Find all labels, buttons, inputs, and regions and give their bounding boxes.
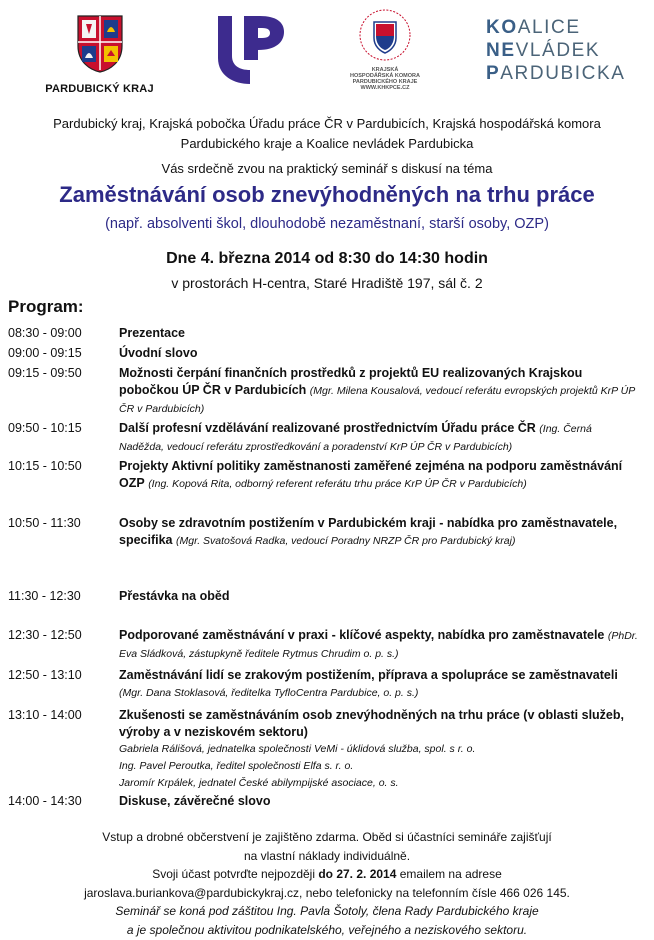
contact-line: jaroslava.buriankova@pardubickykraj.cz, nebo telefonicky na telefonním čísle 466 026 145. (84, 885, 570, 900)
invite-text: Vás srdečně zvou na praktický seminář s diskusí na téma (161, 161, 493, 176)
organizers-line: Pardubický kraj, Krajská pobočka Úřadu práce ČR v Pardubicích, Krajská hospodářská komora (53, 116, 601, 131)
footer-line: Seminář se koná pod záštitou Ing. Pavla Šotoly, člena Rady Pardubického kraje (115, 904, 539, 918)
khk-line: HOSPODÁŘSKÁ KOMORA (350, 73, 420, 79)
deadline: do 27. 2. 2014 (318, 867, 397, 881)
program-time: 08:30 - 09:00 (8, 326, 82, 340)
organizers-text (0, 114, 654, 154)
program-time: 10:15 - 10:50 (8, 459, 82, 473)
urad-prace-logo-icon (214, 12, 288, 86)
program-speaker: Ing. Pavel Peroutka, ředitel společnosti Elfa s. r. o. (119, 760, 354, 772)
koalice-logo (486, 16, 626, 85)
organizers-line: Pardubického kraje a Koalice nevládek Pardubicka (180, 136, 474, 151)
program-title: Možnosti čerpání finančních prostředků z projektů EU realizovaných Krajskou pobočkou ÚP ČR v Pardubicích (119, 366, 583, 397)
program-time: 09:00 - 09:15 (8, 346, 82, 360)
program-heading: Program: (8, 297, 84, 316)
koalice-line: KOALICE (486, 17, 581, 38)
seminar-venue: v prostorách H-centra, Staré Hradiště 197, sál č. 2 (171, 275, 483, 291)
kraj-label: PARDUBICKÝ KRAJ (45, 83, 154, 95)
khk-line: KRAJSKÁ (371, 67, 399, 73)
program-title: Úvodní slovo (119, 346, 198, 360)
seminar-subtitle: (např. absolventi škol, dlouhodobě nezaměstnaní, starší osoby, OZP) (105, 216, 549, 232)
program-speaker: (Ing. Kopová Rita, odborný referent referátu trhu práce KrP ÚP ČR v Pardubicích) (148, 478, 527, 490)
koalice-line: PARDUBICKA (486, 63, 626, 84)
program-time: 12:30 - 12:50 (8, 628, 82, 642)
pardubicky-kraj-logo (42, 12, 157, 95)
program-time: 11:30 - 12:30 (8, 589, 81, 603)
program-speaker: (Mgr. Milena Kousalová, vedoucí referátu evropských projektů KrP ÚP ČR v Pardubicích) (119, 385, 635, 415)
coat-of-arms-icon (74, 12, 126, 74)
footer-line: a je společnou aktivitou podnikatelského, veřejného a neziskového sektoru. (126, 922, 528, 937)
koalice-line: NEVLÁDEK (486, 40, 601, 61)
program-time: 09:50 - 10:15 (8, 421, 82, 435)
khk-logo (340, 8, 430, 91)
program-speaker: Jaromír Krpálek, jednatel České abilympijské asociace, o. s. (119, 777, 399, 789)
program-time: 10:50 - 11:30 (8, 516, 81, 530)
program-time: 09:15 - 09:50 (8, 366, 82, 380)
chamber-emblem-icon (354, 8, 416, 62)
program-title: Přestávka na oběd (119, 589, 230, 603)
program-time: 14:00 - 14:30 (8, 794, 82, 808)
program-title: Diskuse, závěrečné slovo (119, 794, 271, 808)
logo-bar (0, 8, 654, 100)
program-title: Zaměstnávání lidí se zrakovým postižením, příprava a spolupráce se zaměstnavateli (119, 668, 618, 682)
footer-line: na vlastní náklady individuálně. (243, 848, 411, 863)
khk-line: PARDUBICKÉHO KRAJE (352, 79, 418, 85)
footer-line: Vstup a drobné občerstvení je zajištěno zdarma. Oběd si účastníci semináře zajišťují (102, 830, 552, 844)
program-speaker: (Mgr. Dana Stoklasová, ředitelka TyfloCentra Pardubice, o. p. s.) (119, 687, 419, 699)
seminar-title: Zaměstnávání osob znevýhodněných na trhu práce (59, 182, 595, 207)
program-title: Projekty Aktivní politiky zaměstnanosti zaměřené zejména na podporu zaměstnávání OZP (119, 459, 623, 490)
khk-line: WWW.KHKPCE.CZ (360, 85, 410, 91)
program-time: 12:50 - 13:10 (8, 668, 82, 682)
program-time: 13:10 - 14:00 (8, 708, 82, 722)
program-speaker: (Mgr. Svatošová Radka, vedoucí Poradny NRZP ČR pro Pardubický kraj) (176, 535, 516, 547)
program-title: Prezentace (119, 326, 186, 340)
program-title: Další profesní vzdělávání realizované prostřednictvím Úřadu práce ČR (119, 421, 536, 435)
footer-line: Svoji účast potvrďte nejpozději do 27. 2. 2014 emailem na adrese (152, 867, 502, 881)
program-speaker: (PhDr. Eva Sládková, zástupkyně ředitele Rytmus Chrudim o. p. s.) (119, 630, 638, 660)
program-title: Zkušenosti se zaměstnáváním osob znevýhodněných na trhu práce (v oblasti služeb, výroby a v neziskovém sektoru) (119, 708, 624, 739)
seminar-date: Dne 4. března 2014 od 8:30 do 14:30 hodin (166, 250, 488, 267)
footer-info (0, 828, 654, 939)
program-speaker: (Ing. Černá Naděžda, vedoucí referátu zprostředkování a poradenství KrP ÚP ČR v Pardubicích) (119, 423, 592, 453)
program-title: Osoby se zdravotním postižením v Pardubickém kraji - nabídka pro zaměstnavatele, specifika (119, 516, 618, 547)
program-title: Podporované zaměstnávání v praxi - klíčové aspekty, nabídka pro zaměstnavatele (119, 628, 605, 642)
program-speaker: Gabriela Rálišová, jednatelka společnosti VeMi - úklidová služba, spol. s r. o. (119, 743, 476, 755)
